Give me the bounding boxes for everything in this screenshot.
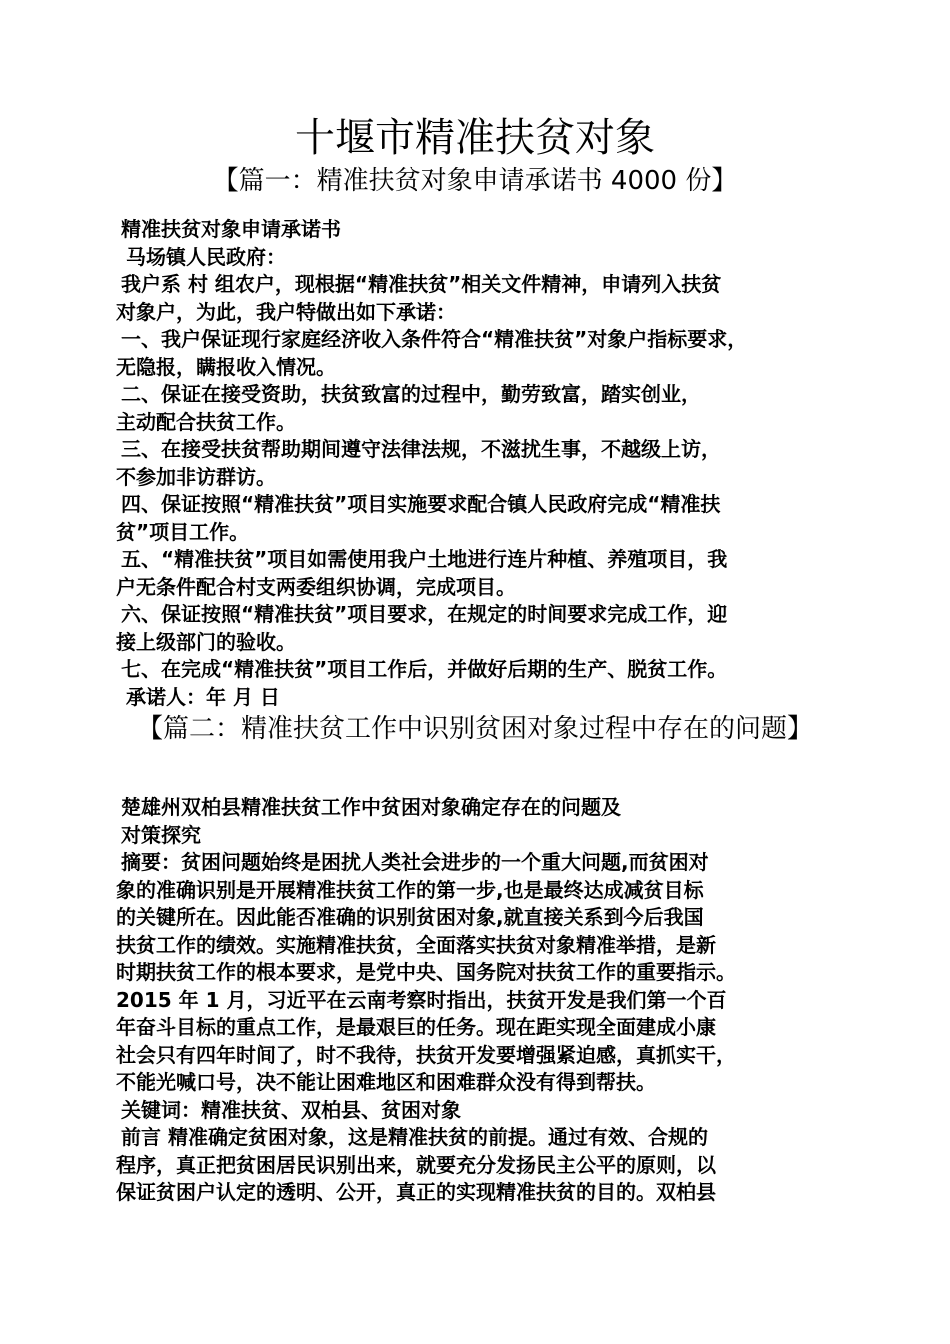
body-line: 主动配合扶贫工作。 xyxy=(116,409,296,434)
body-line: 楚雄州双柏县精准扶贫工作中贫困对象确定存在的问题及 xyxy=(121,795,621,819)
body-line: 时期扶贫工作的根本要求，是党中央、国务院对扶贫工作的重要指示。 xyxy=(116,960,736,984)
body-line: 对象户，为此，我户特做出如下承诺： xyxy=(116,299,456,324)
signature-line: 承诺人：年 月 日 xyxy=(126,684,280,709)
body-line: 六、保证按照“精准扶贫”项目要求，在规定的时间要求完成工作，迎 xyxy=(121,602,728,626)
body-line: 2015 年 1 月，习近平在云南考察时指出，扶贫开发是我们第一个百 xyxy=(116,987,727,1012)
body-line: 无隐报，瞒报收入情况。 xyxy=(116,354,336,379)
body-line: 我户系 村 组农户，现根据“精准扶贫”相关文件精神，申请列入扶贫 xyxy=(121,272,722,296)
keywords-line: 关键词：精准扶贫、双柏县、贫困对象 xyxy=(121,1097,461,1122)
body-line: 象的准确识别是开展精准扶贫工作的第一步,也是最终达成减贫目标 xyxy=(116,877,704,902)
body-line: 一、我户保证现行家庭经济收入条件符合“精准扶贫”对象户指标要求， xyxy=(121,327,748,351)
body-line: 户无条件配合村支两委组织协调，完成项目。 xyxy=(116,574,516,599)
body-line: 接上级部门的验收。 xyxy=(116,629,296,654)
section-heading-1: 【篇一：精准扶贫对象申请承诺书 4000 份】 xyxy=(212,166,738,196)
document-title: 十堰市精准扶贫对象 xyxy=(295,115,655,161)
body-line: 马场镇人民政府： xyxy=(126,244,286,269)
body-line: 七、在完成“精准扶贫”项目工作后，并做好后期的生产、脱贫工作。 xyxy=(121,657,728,681)
body-line: 摘要：贫困问题始终是困扰人类社会进步的一个重大问题,而贫困对 xyxy=(121,850,709,874)
body-line: 五、“精准扶贫”项目如需使用我户土地进行连片种植、养殖项目，我 xyxy=(121,547,728,571)
body-line: 保证贫困户认定的透明、公开，真正的实现精准扶贫的目的。双柏县 xyxy=(116,1180,716,1204)
body-line: 四、保证按照“精准扶贫”项目实施要求配合镇人民政府完成“精准扶 xyxy=(121,492,721,516)
body-line: 贫”项目工作。 xyxy=(116,519,250,544)
body-line: 不参加非访群访。 xyxy=(116,464,276,489)
body-line: 的关键所在。因此能否准确的识别贫困对象,就直接关系到今后我国 xyxy=(116,905,704,929)
body-line: 程序，真正把贫困居民识别出来，就要充分发扬民主公平的原则，以 xyxy=(116,1152,716,1177)
section-heading-2: 【篇二：精准扶贫工作中识别贫困对象过程中存在的问题】 xyxy=(136,714,813,744)
body-line: 扶贫工作的绩效。实施精准扶贫，全面落实扶贫对象精准举措，是新 xyxy=(116,932,716,957)
section-1-body xyxy=(116,216,846,711)
body-line: 社会只有四年时间了，时不我待，扶贫开发要增强紧迫感，真抓实干， xyxy=(116,1042,736,1067)
body-line: 二、保证在接受资助，扶贫致富的过程中，勤劳致富，踏实创业， xyxy=(121,382,701,406)
body-line: 不能光喊口号，决不能让困难地区和困难群众没有得到帮扶。 xyxy=(116,1070,656,1094)
body-line: 精准扶贫对象申请承诺书 xyxy=(121,217,341,241)
body-line: 年奋斗目标的重点工作，是最艰巨的任务。现在距实现全面建成小康 xyxy=(116,1015,716,1039)
body-line: 前言 精准确定贫困对象，这是精准扶贫的前提。通过有效、合规的 xyxy=(121,1125,708,1149)
section-2-body xyxy=(116,794,846,1207)
body-line: 对策探究 xyxy=(121,822,201,847)
body-line: 三、在接受扶贫帮助期间遵守法律法规，不滋扰生事，不越级上访， xyxy=(121,437,721,461)
